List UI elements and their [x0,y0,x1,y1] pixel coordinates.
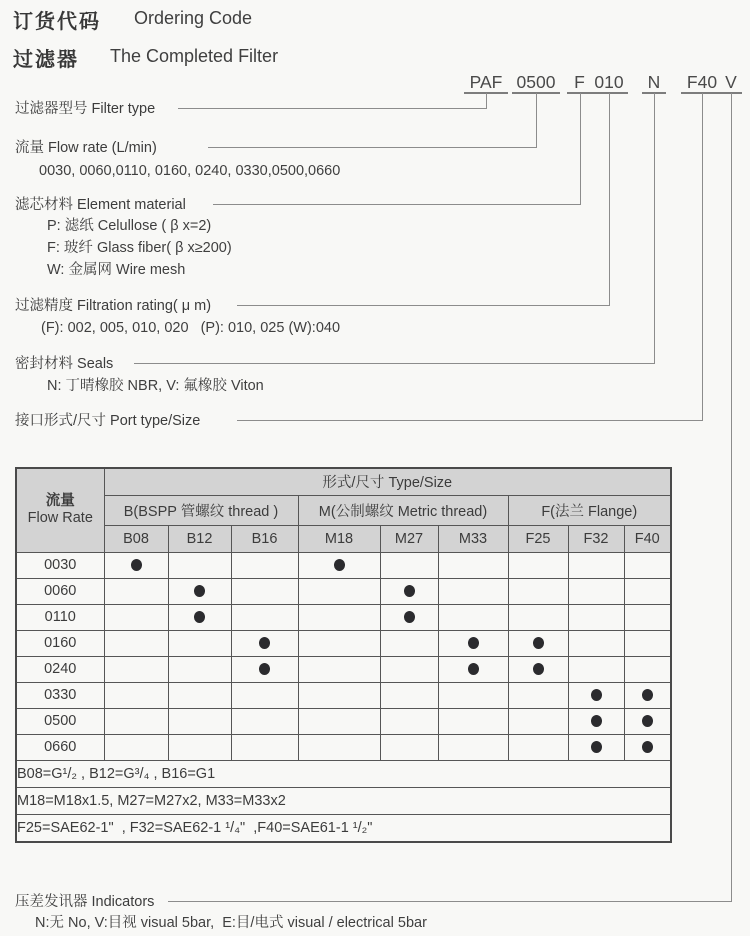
connector-filtration-rating-v [609,93,610,305]
table-header-row-3 [16,525,671,552]
availability-cell-0110-B12 [168,604,231,630]
availability-cell-0060-M33 [438,578,508,604]
connector-indicator-h [168,901,732,902]
type-size-header: 形式/尺寸 Type/Size [104,468,671,495]
availability-cell-0330-B12 [168,682,231,708]
legend-filter-type: 过滤器型号 Filter type [15,101,156,117]
availability-cell-0240-F25 [508,656,568,682]
availability-cell-0500-M33 [438,708,508,734]
flow-rate-corner-zh: 流量 [45,493,75,510]
flow-matrix-body [16,552,671,842]
availability-cell-0060-F25 [508,578,568,604]
availability-cell-0660-F40 [624,734,671,760]
footnote-text-0: B08=G¹/₂ , B12=G³/₄ , B16=G1 [16,760,671,787]
availability-cell-0160-M18 [298,630,380,656]
availability-cell-0660-B08 [104,734,168,760]
availability-cell-0160-F25 [508,630,568,656]
col-header-b12: B12 [168,525,231,552]
legend-flow-rate-values: 0030, 0060,0110, 0160, 0240, 0330,0500,0660 [39,163,341,179]
connector-filter-type-v [486,93,487,108]
connector-flow-rate-v [536,93,537,147]
flow-rate-value: 0110 [16,604,104,630]
legend-element-material-option-p: P: 滤纸 Celullose ( β x=2) [47,218,212,234]
connector-port-type-v [702,93,703,420]
availability-cell-0500-M27 [380,708,438,734]
availability-cell-0500-F25 [508,708,568,734]
availability-cell-0060-B12 [168,578,231,604]
page-subtitle-zh: 过滤器 [13,49,79,71]
availability-dot [591,741,602,753]
availability-cell-0030-M33 [438,552,508,578]
availability-dot [259,637,270,649]
availability-cell-0330-B08 [104,682,168,708]
availability-cell-0330-M27 [380,682,438,708]
col-header-b08: B08 [104,525,168,552]
availability-cell-0060-M18 [298,578,380,604]
table-row [16,552,671,578]
availability-cell-0030-B12 [168,552,231,578]
availability-cell-0240-B16 [231,656,298,682]
col-header-m18: M18 [298,525,380,552]
table-row [16,604,671,630]
table-header-row-1 [16,468,671,495]
availability-cell-0330-F40 [624,682,671,708]
availability-cell-0060-B08 [104,578,168,604]
flow-rate-value: 0030 [16,552,104,578]
code-segment-material: F [567,72,592,94]
availability-cell-0030-F25 [508,552,568,578]
availability-cell-0500-B08 [104,708,168,734]
footnote-row [16,760,671,787]
flow-rate-value: 0060 [16,578,104,604]
footnote-text-2: F25=SAE62-1" , F32=SAE62-1 ¹/₄" ,F40=SAE61-1 ¹/₂" [16,814,671,842]
availability-cell-0110-M18 [298,604,380,630]
availability-dot [131,559,142,571]
availability-cell-0240-M33 [438,656,508,682]
availability-cell-0110-B08 [104,604,168,630]
availability-cell-0030-M18 [298,552,380,578]
availability-cell-0060-B16 [231,578,298,604]
legend-element-material-option-f: F: 玻纤 Glass fiber( β x≥200) [47,240,232,256]
availability-cell-0240-B08 [104,656,168,682]
connector-filtration-rating-h [237,305,610,306]
flow-rate-value: 0160 [16,630,104,656]
col-header-f40: F40 [624,525,671,552]
availability-cell-0030-M27 [380,552,438,578]
availability-cell-0330-F32 [568,682,624,708]
table-row [16,734,671,760]
availability-cell-0660-F25 [508,734,568,760]
col-header-f32: F32 [568,525,624,552]
availability-cell-0660-B16 [231,734,298,760]
availability-cell-0110-F40 [624,604,671,630]
connector-flow-rate-h [208,147,537,148]
legend-element-material: 滤芯材料 Element material [15,197,186,213]
availability-cell-0030-B16 [231,552,298,578]
page-subtitle-en: The Completed Filter [110,46,279,66]
availability-cell-0060-M27 [380,578,438,604]
availability-dot [404,611,415,623]
connector-port-type-h [237,420,703,421]
group-header-bspp: B(BSPP 管螺纹 thread ) [104,495,298,525]
code-segment-seal: N [642,72,666,94]
availability-cell-0240-F40 [624,656,671,682]
code-segment-model: PAF [464,72,508,94]
legend-indicators-options: N:无 No, V:目视 visual 5bar, E:目/电式 visual / electrical 5bar [35,915,427,931]
availability-cell-0500-F32 [568,708,624,734]
code-segment-port: F40 [681,72,723,94]
table-header-row-2 [16,495,671,525]
availability-cell-0330-B16 [231,682,298,708]
availability-cell-0240-M27 [380,656,438,682]
code-segment-flow: 0500 [512,72,560,94]
table-row [16,682,671,708]
availability-dot [591,715,602,727]
connector-element-material-v [580,93,581,204]
availability-cell-0030-F40 [624,552,671,578]
footnote-text-1: M18=M18x1.5, M27=M27x2, M33=M33x2 [16,787,671,814]
availability-cell-0660-B12 [168,734,231,760]
availability-cell-0500-M18 [298,708,380,734]
connector-element-material-h [213,204,581,205]
availability-cell-0330-M18 [298,682,380,708]
flow-rate-value: 0240 [16,656,104,682]
code-segment-rating: 010 [590,72,628,94]
flow-rate-corner-header [16,468,104,552]
availability-cell-0240-M18 [298,656,380,682]
availability-cell-0160-F32 [568,630,624,656]
table-row [16,630,671,656]
flow-rate-value: 0500 [16,708,104,734]
availability-cell-0660-F32 [568,734,624,760]
legend-flow-rate: 流量 Flow rate (L/min) [15,140,157,156]
col-header-b16: B16 [231,525,298,552]
availability-dot [404,585,415,597]
connector-indicator-v [731,93,732,901]
availability-dot [468,663,479,675]
availability-dot [591,689,602,701]
availability-cell-0030-F32 [568,552,624,578]
group-header-metric: M(公制螺纹 Metric thread) [298,495,508,525]
table-row [16,578,671,604]
legend-filtration-rating-values: (F): 002, 005, 010, 020 (P): 010, 025 (W):040 [41,320,341,336]
availability-cell-0060-F32 [568,578,624,604]
availability-cell-0330-M33 [438,682,508,708]
availability-dot [334,559,345,571]
availability-cell-0110-M27 [380,604,438,630]
availability-dot [533,663,544,675]
page-title-en: Ordering Code [134,8,253,28]
availability-dot [642,689,653,701]
availability-cell-0060-F40 [624,578,671,604]
col-header-m27: M27 [380,525,438,552]
availability-cell-0160-B08 [104,630,168,656]
availability-cell-0160-M33 [438,630,508,656]
connector-seals-v [654,93,655,363]
availability-dot [259,663,270,675]
availability-cell-0030-B08 [104,552,168,578]
availability-cell-0110-F25 [508,604,568,630]
group-header-flange: F(法兰 Flange) [508,495,671,525]
availability-cell-0110-F32 [568,604,624,630]
availability-dot [642,715,653,727]
availability-cell-0660-M27 [380,734,438,760]
legend-seals: 密封材料 Seals [15,356,114,372]
availability-cell-0660-M18 [298,734,380,760]
availability-cell-0500-F40 [624,708,671,734]
availability-cell-0160-F40 [624,630,671,656]
table-row [16,708,671,734]
availability-dot [533,637,544,649]
availability-dot [194,611,205,623]
connector-filter-type-h [178,108,487,109]
footnote-row [16,814,671,842]
availability-cell-0500-B12 [168,708,231,734]
legend-indicators: 压差发讯器 Indicators [15,894,155,910]
availability-dot [194,585,205,597]
availability-cell-0500-B16 [231,708,298,734]
footnote-row [16,787,671,814]
availability-dot [642,741,653,753]
page-title-zh: 订货代码 [13,11,101,33]
flow-rate-value: 0330 [16,682,104,708]
legend-filtration-rating: 过滤精度 Filtration rating( μ m) [15,298,212,314]
port-size-table [15,467,672,843]
connector-seals-h [134,363,655,364]
col-header-f25: F25 [508,525,568,552]
availability-cell-0330-F25 [508,682,568,708]
legend-port-type: 接口形式/尺寸 Port type/Size [15,413,201,429]
availability-dot [468,637,479,649]
availability-cell-0240-B12 [168,656,231,682]
flow-rate-corner-en: Flow Rate [27,510,93,527]
availability-cell-0160-M27 [380,630,438,656]
code-segment-indicator: V [720,72,742,94]
availability-cell-0160-B16 [231,630,298,656]
availability-cell-0660-M33 [438,734,508,760]
legend-element-material-option-w: W: 金属网 Wire mesh [47,262,186,278]
availability-cell-0110-M33 [438,604,508,630]
availability-cell-0240-F32 [568,656,624,682]
flow-rate-value: 0660 [16,734,104,760]
availability-cell-0160-B12 [168,630,231,656]
col-header-m33: M33 [438,525,508,552]
availability-cell-0110-B16 [231,604,298,630]
legend-seals-options: N: 丁晴橡胶 NBR, V: 氟橡胶 Viton [47,378,264,394]
table-row [16,656,671,682]
